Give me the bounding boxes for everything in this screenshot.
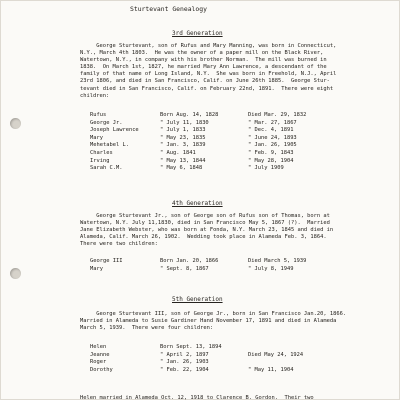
child-born: " April 2, 1897: [160, 351, 209, 358]
section-heading: 4th Generation: [172, 200, 223, 207]
child-born: " July 1, 1833: [160, 127, 206, 134]
section-paragraph: [80, 311, 380, 335]
children-births: [160, 112, 218, 173]
child-born: " May 23, 1835: [160, 134, 206, 141]
child-died: Died March 5, 1939: [248, 258, 307, 264]
child-name: George III: [90, 258, 123, 264]
paragraph-line: 23rd 1806, and died in San Francisco, Calif. on June 26th 1885. George Stur-: [80, 78, 330, 85]
cutoff-line: Helen married in Alameda Oct. 12, 1918 to Clarence B. Gordon. Their two: [80, 395, 314, 400]
child-died: " July 1909: [248, 165, 284, 172]
child-died: " May 28, 1904: [248, 157, 294, 164]
paragraph-line: George Sturtevant Jr., son of George son of Rufus son of Thomas, born at: [80, 213, 330, 219]
paragraph-line: There were two children:: [80, 241, 158, 248]
child-name: Jeanne: [90, 351, 110, 358]
child-name: Roger: [90, 359, 107, 366]
children-names: [90, 112, 139, 173]
child-died: " July 8, 1949: [248, 265, 294, 272]
child-born: " Jan. 3, 1839: [160, 142, 206, 149]
child-born: Born Jan. 20, 1866: [160, 258, 219, 264]
children-deaths: [248, 344, 303, 374]
child-born: " Jan. 26, 1903: [160, 359, 209, 366]
paragraph-line: Alameda, Calif. March 26, 1902. Wedding took place in Alameda Feb. 3, 1864.: [80, 234, 327, 241]
child-born: Born Sept. 13, 1894: [160, 344, 222, 350]
child-name: Helen: [90, 344, 107, 350]
section-heading: 3rd Generation: [172, 30, 223, 37]
child-name: Mary: [90, 134, 103, 141]
child-name: Joseph Lawrence: [90, 127, 139, 134]
children-deaths: [248, 112, 306, 173]
paragraph-line: George Sturtevant III, son of George Jr., born in San Francisco Jan.20, 1866.: [80, 311, 347, 317]
paragraph-line: Watertown, N.Y. July 11,1830, died in San Francisco May 5, 1867 (?). Married: [80, 220, 330, 227]
child-born: Born Aug. 14, 1828: [160, 112, 219, 118]
paragraph-line: Married in Alameda to Susie Gardiner Hand November 17, 1891 and died in Alameda: [80, 318, 337, 325]
punch-hole: [10, 268, 21, 279]
child-name: Dorothy: [90, 366, 113, 373]
children-deaths: [248, 258, 306, 273]
child-name: Mary: [90, 265, 103, 272]
child-died: " Mar. 27, 1867: [248, 119, 297, 126]
child-died: " June 24, 1893: [248, 134, 297, 141]
child-died: Died May 24, 1924: [248, 351, 304, 358]
paragraph-line: N.Y., March 4th 1803. He was the owner of a paper mill on the Black River,: [80, 50, 324, 57]
child-died: [248, 344, 303, 352]
child-born: " May 13, 1844: [160, 157, 206, 164]
child-died: Died Mar. 29, 1832: [248, 112, 307, 118]
children-births: [160, 258, 218, 273]
child-name: George Jr.: [90, 119, 123, 126]
children-births: [160, 344, 222, 374]
child-died: " Feb. 9, 1843: [248, 149, 294, 156]
child-born: " July 11, 1830: [160, 119, 209, 126]
paragraph-line: Watertown, N.Y., in company with his brother Norman. The mill was burned in: [80, 57, 327, 64]
paragraph-line: tevant died in San Francisco, Calif. on February 22nd, 1891. There were eight: [80, 85, 334, 92]
section-paragraph: [80, 43, 380, 103]
child-born: " Feb. 22, 1904: [160, 366, 209, 373]
page-title: Sturtevant Genealogy: [130, 5, 207, 13]
child-name: Sarah C.M.: [90, 165, 123, 172]
child-died: " Dec. 4, 1891: [248, 127, 294, 134]
child-born: " Aug. 1841: [160, 149, 196, 156]
children-names: [90, 344, 113, 374]
paragraph-line: family of that name of Long Island, N.Y. She was born in Freehold, N.J., April: [80, 71, 337, 78]
paragraph-line: Jane Elizabeth Webster, who was born at Fonda, N.Y. March 23, 1845 and died in: [80, 227, 334, 234]
paragraph-line: children:: [80, 92, 110, 99]
child-died: " Jan. 26, 1905: [248, 142, 297, 149]
child-born: " Sept. 8, 1867: [160, 265, 209, 272]
child-born: " May 6, 1848: [160, 165, 203, 172]
paragraph-line: George Sturtevant, son of Rufus and Mary Manning, was born in Connecticut,: [80, 43, 337, 49]
punch-hole: [10, 118, 21, 129]
children-names: [90, 258, 122, 273]
child-died: [248, 359, 303, 367]
child-name: Irving: [90, 157, 110, 164]
section-heading: 5th Generation: [172, 296, 223, 303]
child-name: Rufus: [90, 112, 107, 118]
section-paragraph: [80, 213, 380, 251]
paragraph-line: 1838. On March 1st, 1827, he married Mary Ann Lawrence, a descendant of the: [80, 64, 327, 71]
paragraph-line: March 5, 1939. There were four children:: [80, 325, 214, 332]
child-name: Mehetabel L.: [90, 142, 129, 149]
child-name: Charles: [90, 149, 113, 156]
child-died: " May 11, 1904: [248, 366, 294, 373]
